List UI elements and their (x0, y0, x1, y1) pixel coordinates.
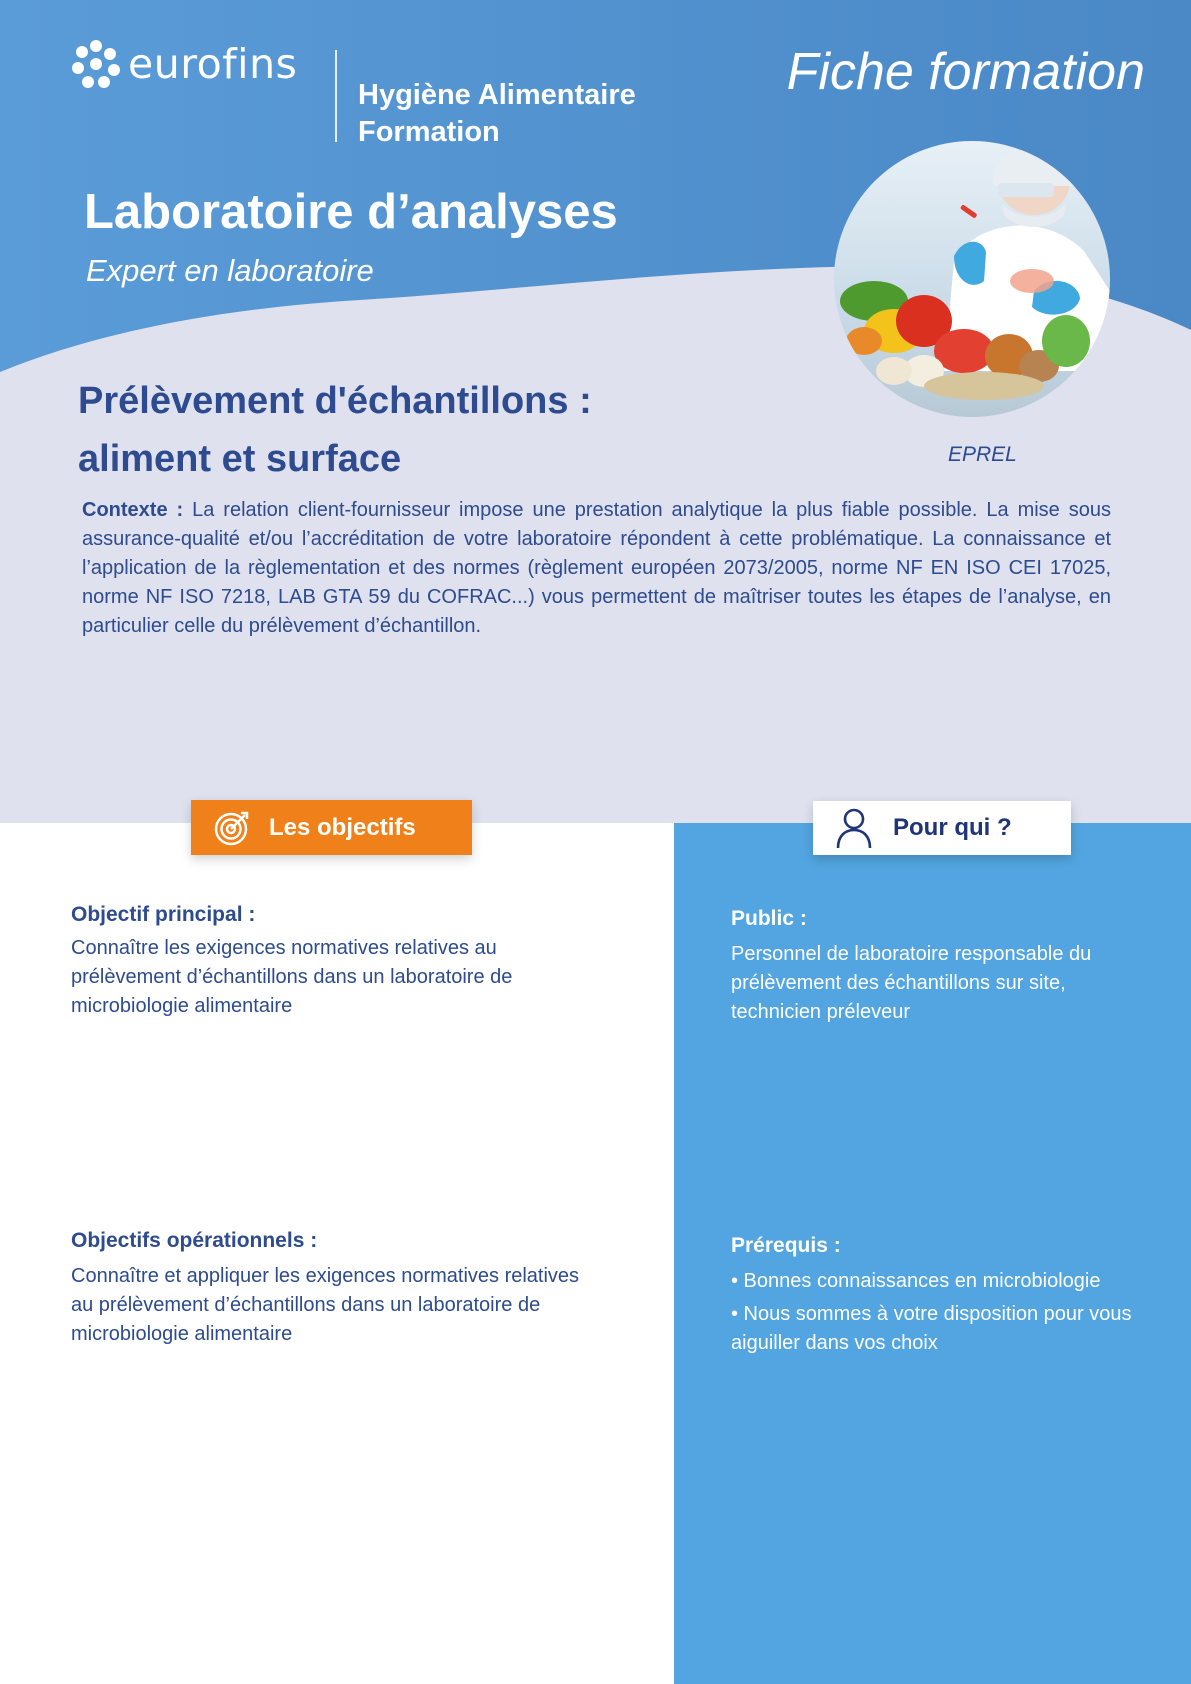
eurofins-logo (72, 40, 297, 88)
context-paragraph (82, 496, 1111, 641)
public-heading: Public : (731, 907, 807, 930)
page-subtitle: Expert en laboratoire (86, 253, 374, 288)
document-type: Fiche formation (786, 43, 1145, 101)
main-objective-heading: Objectif principal : (71, 903, 256, 926)
prerequisites-heading: Prérequis : (731, 1234, 841, 1257)
context-label: Contexte : (82, 499, 184, 521)
prerequisite-item: • Bonnes connaissances en microbiologie (731, 1270, 1101, 1292)
audience-badge (813, 801, 1071, 855)
course-title (78, 372, 838, 488)
public-text: Personnel de laboratoire responsable du prélèvement des échantillons sur site, technicien préleveur (731, 943, 1092, 1023)
main-objective-text: Connaître les exigences normatives relatives au prélèvement d’échantillons dans un laboratoire de microbiologie alimentaire (71, 937, 513, 1017)
course-title-line-2: aliment et surface (78, 438, 402, 480)
eurofins-dots-icon (72, 40, 120, 88)
objectives-badge-label: Les objectifs (269, 813, 416, 841)
prerequisite-item: • Nous sommes à votre disposition pour vous aiguiller dans vos choix (731, 1303, 1132, 1354)
context-text: La relation client-fournisseur impose une prestation analytique la plus fiable possible. La mise sous assurance-qualité et/ou l’accréditation de votre laboratoire répondent à cette problématique. La connaissance et l’application de la règlementation et des normes (règlement européen 2073/2005, norme NF EN ISO CEI 17025, norme NF ISO 7218, LAB GTA 59 du COFRAC...) vous permettent de maîtriser toutes les étapes de l’analyse, en particulier celle du prélèvement d’échantillon. (82, 499, 1111, 637)
operational-objectives-heading: Objectifs opérationnels : (71, 1229, 318, 1252)
person-icon (835, 807, 873, 849)
operational-objectives-text: Connaître et appliquer les exigences normatives relatives au prélèvement d’échantillons dans un laboratoire de microbiologie alimentaire (71, 1265, 580, 1345)
brand-subtitle (358, 77, 636, 151)
photo-caption: EPREL (948, 443, 1017, 466)
logo-divider (335, 50, 337, 142)
objectives-badge (191, 800, 472, 855)
logo-wordmark: eurofins (128, 40, 298, 88)
brand-line-1: Hygiène Alimentaire (358, 79, 636, 111)
page-title: Laboratoire d’analyses (84, 185, 618, 239)
course-title-line-1: Prélèvement d'échantillons : (78, 380, 592, 422)
target-icon (213, 809, 251, 847)
brand-line-2: Formation (358, 116, 500, 148)
lab-photo (834, 141, 1110, 417)
audience-badge-label: Pour qui ? (893, 814, 1012, 841)
